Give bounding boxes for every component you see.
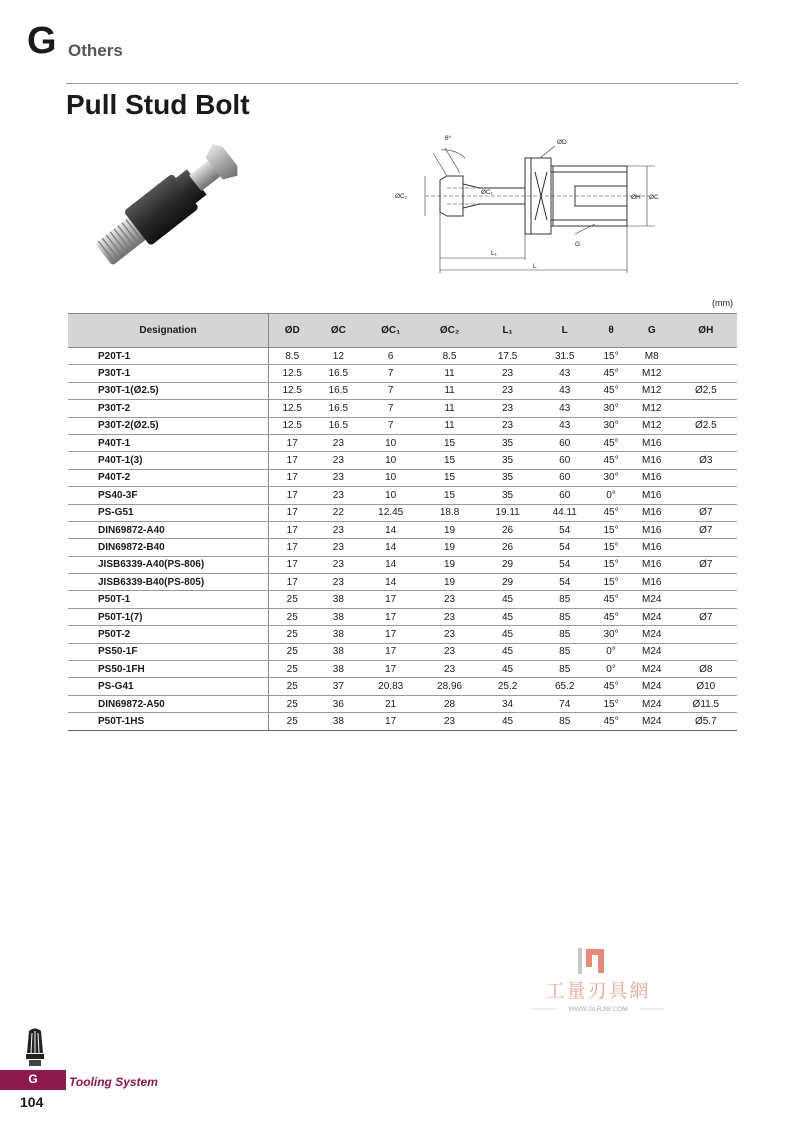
- table-row: [68, 556, 737, 573]
- value-cell: 0°: [593, 661, 629, 678]
- table-row: [68, 504, 737, 521]
- value-cell: 23: [315, 487, 361, 504]
- value-cell: 60: [536, 469, 593, 486]
- designation-cell: P50T-1(7): [68, 608, 269, 625]
- value-cell: 23: [420, 643, 479, 660]
- value-cell: Ø10: [675, 678, 737, 695]
- value-cell: 11: [420, 382, 479, 399]
- value-cell: 35: [479, 469, 536, 486]
- table-row: [68, 591, 737, 608]
- table-row: [68, 487, 737, 504]
- value-cell: M12: [629, 382, 675, 399]
- value-cell: [675, 434, 737, 451]
- value-cell: 35: [479, 452, 536, 469]
- value-cell: 15: [420, 434, 479, 451]
- value-cell: 38: [315, 608, 361, 625]
- value-cell: 23: [315, 574, 361, 591]
- footer-label: Tooling System: [69, 1075, 158, 1089]
- value-cell: [675, 348, 737, 365]
- value-cell: 37: [315, 678, 361, 695]
- value-cell: 14: [361, 574, 420, 591]
- table-row: [68, 643, 737, 660]
- value-cell: 8.5: [420, 348, 479, 365]
- value-cell: Ø3: [675, 452, 737, 469]
- value-cell: 23: [420, 626, 479, 643]
- value-cell: 45: [479, 608, 536, 625]
- table-row: [68, 661, 737, 678]
- value-cell: M24: [629, 626, 675, 643]
- value-cell: 20.83: [361, 678, 420, 695]
- value-cell: 85: [536, 713, 593, 730]
- value-cell: 23: [315, 539, 361, 556]
- value-cell: Ø2.5: [675, 382, 737, 399]
- designation-cell: PS-G51: [68, 504, 269, 521]
- table-row: [68, 626, 737, 643]
- value-cell: M16: [629, 556, 675, 573]
- value-cell: 60: [536, 452, 593, 469]
- section-tab-letter: G: [28, 1072, 38, 1086]
- value-cell: 21: [361, 695, 420, 712]
- value-cell: 60: [536, 434, 593, 451]
- value-cell: 17: [361, 643, 420, 660]
- value-cell: M12: [629, 365, 675, 382]
- designation-cell: P20T-1: [68, 348, 269, 365]
- value-cell: 54: [536, 556, 593, 573]
- value-cell: 31.5: [536, 348, 593, 365]
- value-cell: 54: [536, 574, 593, 591]
- value-cell: 7: [361, 365, 420, 382]
- section-name: Others: [68, 41, 123, 60]
- value-cell: [675, 469, 737, 486]
- header-rule: [66, 83, 738, 84]
- header-g: G: [629, 314, 675, 348]
- value-cell: 36: [315, 695, 361, 712]
- value-cell: [675, 365, 737, 382]
- value-cell: 17: [361, 661, 420, 678]
- designation-cell: P50T-2: [68, 626, 269, 643]
- value-cell: 0°: [593, 643, 629, 660]
- value-cell: 17: [361, 713, 420, 730]
- table-row: [68, 348, 737, 365]
- value-cell: Ø7: [675, 556, 737, 573]
- value-cell: M16: [629, 521, 675, 538]
- label-theta: θ°: [445, 135, 452, 142]
- value-cell: 17: [269, 504, 316, 521]
- designation-cell: P50T-1HS: [68, 713, 269, 730]
- section-letter: G: [27, 20, 57, 62]
- table-row: [68, 365, 737, 382]
- value-cell: 26: [479, 521, 536, 538]
- value-cell: 17: [361, 591, 420, 608]
- value-cell: M24: [629, 661, 675, 678]
- value-cell: 7: [361, 400, 420, 417]
- value-cell: 19: [420, 521, 479, 538]
- value-cell: 35: [479, 434, 536, 451]
- value-cell: 16.5: [315, 417, 361, 434]
- value-cell: 35: [479, 487, 536, 504]
- table-row: [68, 678, 737, 695]
- value-cell: 23: [315, 452, 361, 469]
- designation-cell: JISB6339-A40(PS-806): [68, 556, 269, 573]
- value-cell: M16: [629, 434, 675, 451]
- value-cell: 38: [315, 661, 361, 678]
- header-l: L: [536, 314, 593, 348]
- label-l: L: [533, 263, 537, 270]
- designation-cell: P50T-1: [68, 591, 269, 608]
- table-row: [68, 539, 737, 556]
- label-c: ØC: [649, 194, 659, 201]
- header-c1: ØC₁: [361, 314, 420, 348]
- table-header-row: [68, 314, 737, 348]
- value-cell: [675, 487, 737, 504]
- designation-cell: P40T-1(3): [68, 452, 269, 469]
- designation-cell: PS50-1FH: [68, 661, 269, 678]
- value-cell: 85: [536, 626, 593, 643]
- value-cell: M12: [629, 417, 675, 434]
- header-c: ØC: [315, 314, 361, 348]
- value-cell: 85: [536, 591, 593, 608]
- table-row: [68, 574, 737, 591]
- value-cell: 17: [361, 626, 420, 643]
- header-h: ØH: [675, 314, 737, 348]
- table-row: [68, 469, 737, 486]
- header-c2: ØC₂: [420, 314, 479, 348]
- value-cell: 28: [420, 695, 479, 712]
- value-cell: 43: [536, 382, 593, 399]
- value-cell: M16: [629, 539, 675, 556]
- value-cell: 12.5: [269, 400, 316, 417]
- svg-text:WWW.GLRJW.COM: WWW.GLRJW.COM: [568, 1006, 628, 1013]
- value-cell: 38: [315, 643, 361, 660]
- label-h: ØH: [631, 194, 641, 201]
- value-cell: 15°: [593, 539, 629, 556]
- value-cell: 23: [420, 661, 479, 678]
- value-cell: 15°: [593, 348, 629, 365]
- value-cell: 6: [361, 348, 420, 365]
- designation-cell: P40T-1: [68, 434, 269, 451]
- watermark-logo: [528, 945, 668, 1015]
- value-cell: 45°: [593, 678, 629, 695]
- value-cell: 19: [420, 539, 479, 556]
- value-cell: 0°: [593, 487, 629, 504]
- value-cell: Ø7: [675, 521, 737, 538]
- value-cell: 25: [269, 713, 316, 730]
- value-cell: 25: [269, 643, 316, 660]
- value-cell: Ø8: [675, 661, 737, 678]
- value-cell: 45: [479, 661, 536, 678]
- label-d: ØD: [557, 139, 567, 146]
- page-number: 104: [20, 1094, 44, 1110]
- value-cell: 23: [420, 608, 479, 625]
- value-cell: 15°: [593, 556, 629, 573]
- value-cell: 45°: [593, 504, 629, 521]
- value-cell: [675, 400, 737, 417]
- label-l1: L₁: [491, 250, 497, 257]
- value-cell: 7: [361, 417, 420, 434]
- value-cell: 25: [269, 661, 316, 678]
- designation-cell: P40T-2: [68, 469, 269, 486]
- value-cell: 43: [536, 400, 593, 417]
- value-cell: 30°: [593, 400, 629, 417]
- value-cell: 12.5: [269, 417, 316, 434]
- value-cell: 25: [269, 695, 316, 712]
- value-cell: 23: [315, 521, 361, 538]
- value-cell: 19: [420, 574, 479, 591]
- value-cell: 15: [420, 452, 479, 469]
- value-cell: 11: [420, 400, 479, 417]
- value-cell: 18.8: [420, 504, 479, 521]
- svg-text:工量刃具網: 工量刃具網: [545, 980, 651, 1002]
- value-cell: 17: [269, 556, 316, 573]
- value-cell: 30°: [593, 626, 629, 643]
- designation-cell: DIN69872-B40: [68, 539, 269, 556]
- value-cell: M24: [629, 695, 675, 712]
- value-cell: M24: [629, 713, 675, 730]
- value-cell: 17.5: [479, 348, 536, 365]
- header-l1: L₁: [479, 314, 536, 348]
- value-cell: M16: [629, 452, 675, 469]
- value-cell: 14: [361, 521, 420, 538]
- value-cell: 15°: [593, 521, 629, 538]
- value-cell: [675, 643, 737, 660]
- value-cell: 17: [269, 539, 316, 556]
- page-title: Pull Stud Bolt: [66, 89, 250, 120]
- table-row: [68, 521, 737, 538]
- designation-cell: PS-G41: [68, 678, 269, 695]
- value-cell: M16: [629, 574, 675, 591]
- value-cell: 43: [536, 417, 593, 434]
- designation-cell: P30T-1(Ø2.5): [68, 382, 269, 399]
- value-cell: 23: [315, 469, 361, 486]
- value-cell: 45°: [593, 382, 629, 399]
- table-body: [68, 348, 737, 731]
- pull-stud-drawing: [385, 128, 685, 280]
- value-cell: 17: [269, 574, 316, 591]
- value-cell: 45: [479, 713, 536, 730]
- value-cell: 17: [269, 521, 316, 538]
- header-d: ØD: [269, 314, 316, 348]
- label-g: G: [575, 241, 581, 248]
- designation-cell: P30T-2: [68, 400, 269, 417]
- designation-cell: JISB6339-B40(PS-805): [68, 574, 269, 591]
- value-cell: [675, 626, 737, 643]
- value-cell: 10: [361, 434, 420, 451]
- table-row: [68, 695, 737, 712]
- value-cell: 45: [479, 626, 536, 643]
- value-cell: 7: [361, 382, 420, 399]
- value-cell: 10: [361, 452, 420, 469]
- value-cell: 74: [536, 695, 593, 712]
- value-cell: M24: [629, 591, 675, 608]
- value-cell: 43: [536, 365, 593, 382]
- value-cell: 45: [479, 643, 536, 660]
- value-cell: 16.5: [315, 382, 361, 399]
- value-cell: M16: [629, 487, 675, 504]
- designation-cell: DIN69872-A40: [68, 521, 269, 538]
- value-cell: 23: [479, 417, 536, 434]
- value-cell: 45: [479, 591, 536, 608]
- value-cell: M24: [629, 608, 675, 625]
- value-cell: Ø11.5: [675, 695, 737, 712]
- value-cell: 38: [315, 591, 361, 608]
- header-designation: Designation: [68, 314, 269, 348]
- value-cell: 45°: [593, 365, 629, 382]
- value-cell: 45°: [593, 591, 629, 608]
- designation-cell: DIN69872-A50: [68, 695, 269, 712]
- value-cell: 38: [315, 713, 361, 730]
- value-cell: 85: [536, 661, 593, 678]
- value-cell: 19.11: [479, 504, 536, 521]
- value-cell: 23: [420, 591, 479, 608]
- pull-stud-photo: [74, 135, 260, 273]
- table-row: [68, 417, 737, 434]
- value-cell: 25: [269, 591, 316, 608]
- header-theta: θ: [593, 314, 629, 348]
- value-cell: 23: [420, 713, 479, 730]
- value-cell: 23: [315, 556, 361, 573]
- value-cell: 14: [361, 539, 420, 556]
- value-cell: 12: [315, 348, 361, 365]
- table-row: [68, 713, 737, 730]
- value-cell: 29: [479, 574, 536, 591]
- table-row: [68, 400, 737, 417]
- designation-cell: P30T-2(Ø2.5): [68, 417, 269, 434]
- value-cell: 11: [420, 417, 479, 434]
- value-cell: 10: [361, 469, 420, 486]
- value-cell: 45°: [593, 713, 629, 730]
- value-cell: M16: [629, 504, 675, 521]
- value-cell: 65.2: [536, 678, 593, 695]
- value-cell: M12: [629, 400, 675, 417]
- value-cell: 30°: [593, 417, 629, 434]
- value-cell: 10: [361, 487, 420, 504]
- value-cell: 23: [479, 365, 536, 382]
- value-cell: 38: [315, 626, 361, 643]
- value-cell: 12.5: [269, 382, 316, 399]
- table-row: [68, 608, 737, 625]
- label-c1: ØC₁: [481, 189, 493, 196]
- value-cell: 8.5: [269, 348, 316, 365]
- value-cell: 34: [479, 695, 536, 712]
- value-cell: 17: [269, 434, 316, 451]
- value-cell: 17: [361, 608, 420, 625]
- value-cell: 26: [479, 539, 536, 556]
- value-cell: 29: [479, 556, 536, 573]
- value-cell: 85: [536, 643, 593, 660]
- value-cell: M24: [629, 643, 675, 660]
- value-cell: 17: [269, 469, 316, 486]
- table-row: [68, 382, 737, 399]
- value-cell: M8: [629, 348, 675, 365]
- value-cell: [675, 591, 737, 608]
- value-cell: 22: [315, 504, 361, 521]
- value-cell: 15: [420, 469, 479, 486]
- value-cell: 25: [269, 608, 316, 625]
- value-cell: 85: [536, 608, 593, 625]
- value-cell: [675, 539, 737, 556]
- designation-cell: PS50-1F: [68, 643, 269, 660]
- value-cell: 25: [269, 626, 316, 643]
- value-cell: M24: [629, 678, 675, 695]
- value-cell: 23: [479, 382, 536, 399]
- value-cell: 25: [269, 678, 316, 695]
- value-cell: 23: [479, 400, 536, 417]
- value-cell: [675, 574, 737, 591]
- designation-cell: P30T-1: [68, 365, 269, 382]
- unit-note: (mm): [712, 298, 733, 308]
- value-cell: 19: [420, 556, 479, 573]
- designation-cell: PS40-3F: [68, 487, 269, 504]
- value-cell: Ø5.7: [675, 713, 737, 730]
- value-cell: 12.5: [269, 365, 316, 382]
- value-cell: 45°: [593, 434, 629, 451]
- value-cell: Ø7: [675, 504, 737, 521]
- value-cell: 23: [315, 434, 361, 451]
- value-cell: 12.45: [361, 504, 420, 521]
- value-cell: 45°: [593, 608, 629, 625]
- value-cell: Ø2.5: [675, 417, 737, 434]
- value-cell: 17: [269, 487, 316, 504]
- value-cell: 17: [269, 452, 316, 469]
- value-cell: 11: [420, 365, 479, 382]
- value-cell: 15°: [593, 574, 629, 591]
- label-c2: ØC₂: [395, 193, 408, 200]
- value-cell: 54: [536, 539, 593, 556]
- table-row: [68, 434, 737, 451]
- value-cell: 25.2: [479, 678, 536, 695]
- value-cell: 28.96: [420, 678, 479, 695]
- value-cell: 60: [536, 487, 593, 504]
- spec-table: [68, 313, 737, 731]
- value-cell: 54: [536, 521, 593, 538]
- value-cell: 45°: [593, 452, 629, 469]
- value-cell: 44.11: [536, 504, 593, 521]
- value-cell: 16.5: [315, 400, 361, 417]
- value-cell: 14: [361, 556, 420, 573]
- value-cell: 30°: [593, 469, 629, 486]
- value-cell: 15: [420, 487, 479, 504]
- value-cell: 15°: [593, 695, 629, 712]
- table-row: [68, 452, 737, 469]
- value-cell: 16.5: [315, 365, 361, 382]
- collet-icon: [23, 1027, 47, 1067]
- value-cell: Ø7: [675, 608, 737, 625]
- value-cell: M16: [629, 469, 675, 486]
